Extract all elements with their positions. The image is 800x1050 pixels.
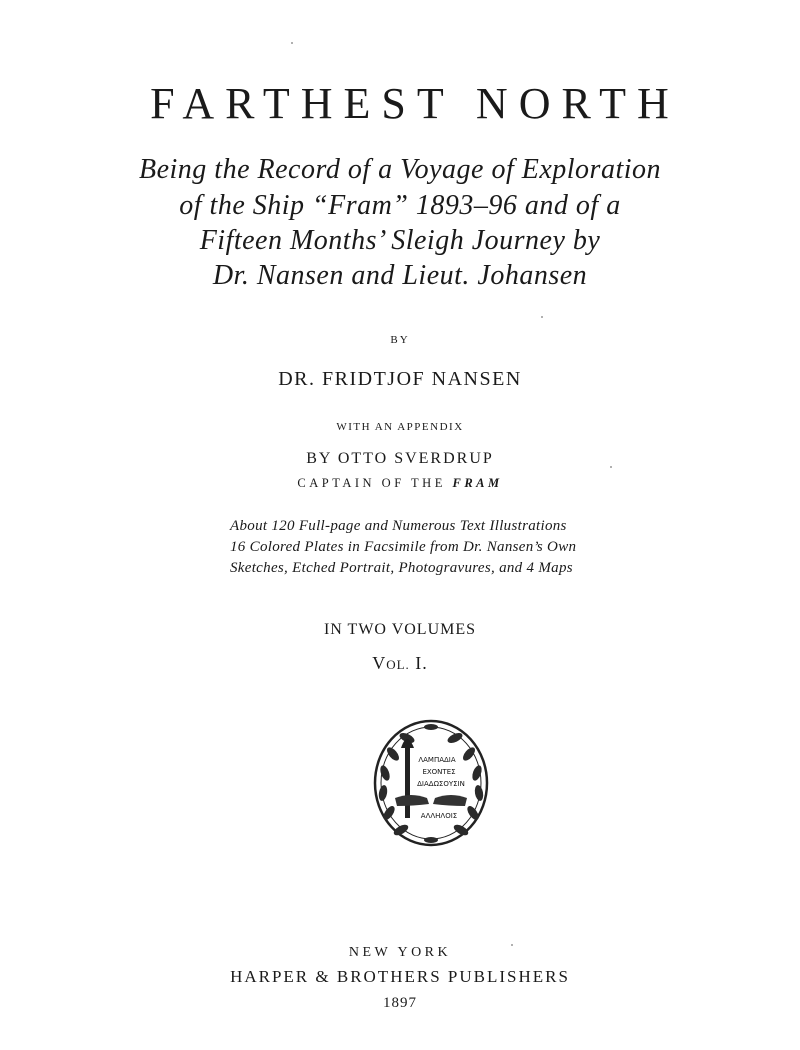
seal-text-4: ΑΛΛΗΛΟΙΣ — [420, 812, 458, 820]
subtitle-line-3: Fifteen Months’ Sleigh Journey by — [199, 225, 601, 256]
appendix-label: WITH AN APPENDIX — [336, 421, 464, 433]
ship-name: FRAM — [452, 476, 503, 490]
subtitle-line-1: Being the Record of a Voyage of Exploration — [138, 154, 661, 185]
paper-speck — [291, 42, 293, 44]
volume-smallcaps: OL. — [386, 657, 410, 672]
paper-speck — [511, 944, 513, 946]
subtitle-line-2: of the Ship “Fram” 1893–96 and of a — [179, 190, 621, 221]
seal-text-2: ΕΧΟΝΤΕΣ — [422, 768, 456, 776]
author-name: DR. FRIDTJOF NANSEN — [278, 368, 522, 390]
by-label: BY — [390, 334, 410, 346]
book-title: FARTHEST NORTH — [150, 79, 680, 128]
illustrations-line-3: Sketches, Etched Portrait, Photogravures, and 4 Maps — [230, 560, 573, 576]
captain-line — [0, 476, 800, 491]
volume-roman: I. — [415, 653, 428, 673]
volume-number — [0, 653, 800, 674]
imprint-year: 1897 — [383, 995, 417, 1011]
illustrations-line-2: 16 Colored Plates in Facsimile from Dr. Nansen’s Own — [230, 539, 577, 555]
subtitle-line-4: Dr. Nansen and Lieut. Johansen — [212, 260, 588, 291]
captain-prefix: CAPTAIN OF THE — [297, 476, 446, 490]
seal-text-3: ΔΙΑΔΩΣΟΥΣΙΝ — [417, 780, 465, 788]
paper-speck — [541, 316, 543, 318]
illustrations-line-1: About 120 Full-page and Numerous Text Illustrations — [230, 518, 567, 534]
volumes-note: IN TWO VOLUMES — [323, 621, 477, 638]
paper-speck — [610, 466, 612, 468]
seal-text-1: ΛΑΜΠΑΔΙΑ — [418, 756, 456, 764]
volume-prefix: V — [372, 653, 387, 673]
imprint-publisher: HARPER & BROTHERS PUBLISHERS — [230, 967, 570, 986]
publisher-seal-icon — [371, 718, 491, 848]
imprint-city: NEW YORK — [348, 945, 452, 960]
appendix-author: BY OTTO SVERDRUP — [306, 450, 494, 467]
